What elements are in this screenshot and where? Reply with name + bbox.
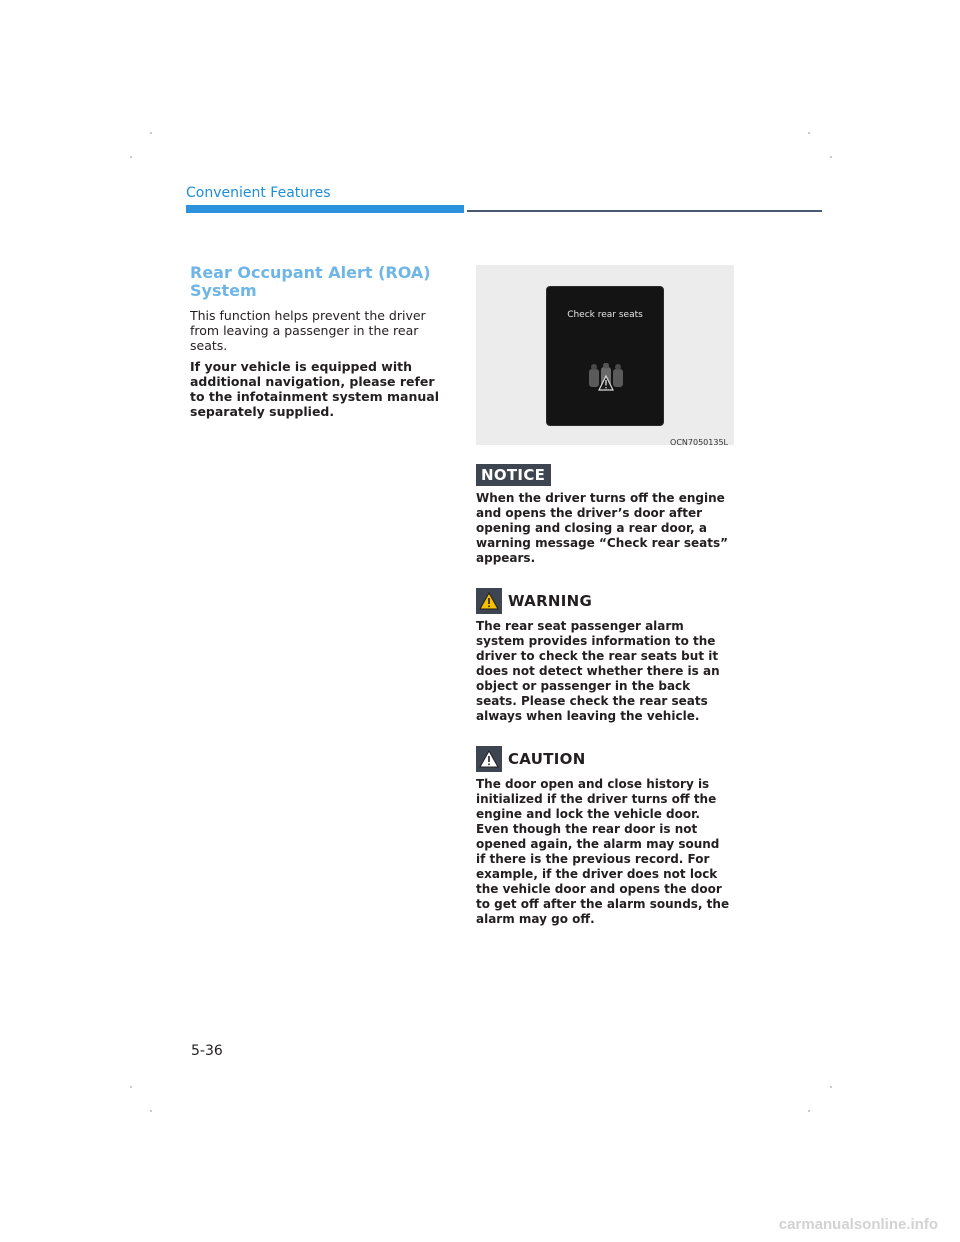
intro-paragraph: This function helps prevent the driver from leaving a passenger in the rear seats. bbox=[190, 308, 426, 353]
crop-mark bbox=[130, 1086, 132, 1088]
caution-text: The door open and close history is initialized if the driver turns off the engine and lock the vehicle door. Even though the rear door is not opened again, the alarm may sound if there is the previous record. For example, if the driver does not lock the vehicle door and opens the door to get off after the alarm sounds, the alarm may go off. bbox=[476, 777, 730, 926]
rear-seats-icon bbox=[585, 363, 627, 397]
crop-mark bbox=[130, 156, 132, 158]
navigation-note: If your vehicle is equipped with additional navigation, please refer to the infotainment system manual separately supplied. bbox=[190, 359, 439, 419]
notice-label: NOTICE bbox=[476, 464, 551, 486]
warning-label: WARNING bbox=[508, 592, 593, 610]
section-title: Rear Occupant Alert (ROA) System bbox=[190, 263, 431, 300]
caution-heading bbox=[476, 746, 734, 772]
crop-mark bbox=[150, 1110, 152, 1112]
right-column bbox=[476, 464, 734, 927]
crop-mark bbox=[808, 132, 810, 134]
watermark: carmanualsonline.info bbox=[778, 1216, 938, 1233]
crop-mark bbox=[830, 1086, 832, 1088]
header-rule-thick bbox=[186, 205, 464, 213]
header-rule-thin bbox=[467, 210, 822, 212]
crop-mark bbox=[830, 156, 832, 158]
display-message: Check rear seats bbox=[567, 310, 643, 320]
figure-code: OCN7050135L bbox=[670, 438, 728, 447]
cluster-display bbox=[546, 286, 664, 426]
warning-heading bbox=[476, 588, 734, 614]
caution-triangle-icon bbox=[476, 746, 502, 772]
caution-label: CAUTION bbox=[508, 750, 586, 768]
warning-triangle-icon bbox=[476, 588, 502, 614]
cluster-figure bbox=[476, 265, 734, 445]
notice-text: When the driver turns off the engine and opens the driver’s door after opening and closing a rear door, a warning message “Check rear seats” appears. bbox=[476, 491, 729, 565]
crop-mark bbox=[808, 1110, 810, 1112]
page-number: 5-36 bbox=[191, 1043, 223, 1059]
crop-mark bbox=[150, 132, 152, 134]
warning-text: The rear seat passenger alarm system provides information to the driver to check the rear seats but it does not detect whether there is an object or passenger in the back seats. Please check the rear seats always when leaving the vehicle. bbox=[476, 619, 720, 723]
left-column bbox=[190, 264, 440, 425]
section-header: Convenient Features bbox=[186, 185, 331, 201]
